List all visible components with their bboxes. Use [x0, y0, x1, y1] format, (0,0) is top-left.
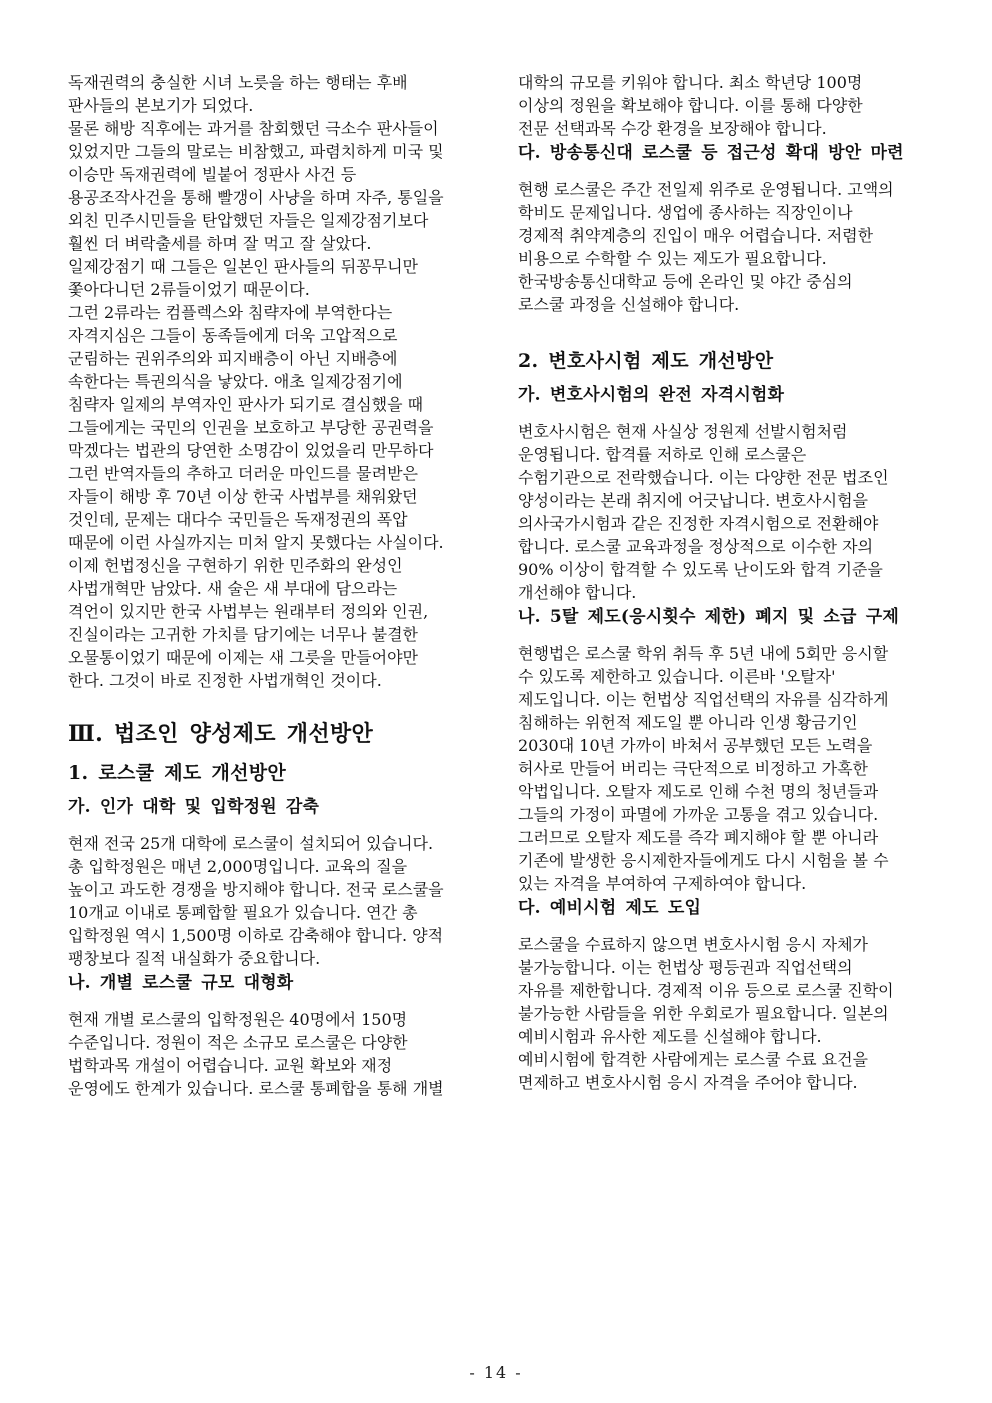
text-line: 속한다는 특권의식을 낳았다. 애초 일제강점기에 [68, 372, 403, 391]
text-line: 운영됩니다. 합격률 저하로 인해 로스쿨은 [518, 445, 807, 464]
left-column [68, 70, 492, 1099]
text-line: 것인데, 문제는 대다수 국민들은 독재정권의 폭압 [68, 510, 408, 529]
text-line: 대학의 규모를 키워야 합니다. 최소 학년당 100명 [518, 73, 863, 92]
text-line: 비용으로 수학할 수 있는 제도가 필요합니다. [518, 249, 827, 268]
text-line: 자유를 제한합니다. 경제적 이유 등으로 로스쿨 진학이 [518, 981, 894, 1000]
text-line: 그런 2류라는 컴플렉스와 침략자에 부역한다는 [68, 303, 393, 322]
text-line: 침략자 일제의 부역자인 판사가 되기로 결심했을 때 [68, 395, 424, 414]
numbered-heading: 2. 변호사시험 제도 개선방안 [518, 350, 774, 372]
text-line: 예비시험과 유사한 제도를 신설해야 합니다. [518, 1027, 822, 1046]
sub-heading: 다. 방송통신대 로스쿨 등 접근성 확대 방안 마련 [518, 143, 904, 163]
text-line: 2030대 10년 가까이 바쳐서 공부했던 모든 노력을 [518, 736, 873, 755]
text-line: 높이고 과도한 경쟁을 방지해야 합니다. 전국 로스쿨을 [68, 880, 444, 899]
paragraph [68, 116, 492, 300]
text-line: 진실이라는 고귀한 가치를 담기에는 너무나 불결한 [68, 625, 419, 644]
text-line: 합니다. 로스쿨 교육과정을 정상적으로 이수한 자의 [518, 537, 874, 556]
text-line: 군림하는 권위주의와 피지배층이 아닌 지배층에 [68, 349, 398, 368]
text-line: 이승만 독재권력에 빌붙어 정판사 사건 등 [68, 165, 357, 184]
text-line: 현재 전국 25개 대학에 로스쿨이 설치되어 있습니다. [68, 834, 434, 853]
text-line: 현재 개별 로스쿨의 입학정원은 40명에서 150명 [68, 1010, 408, 1029]
text-line: 오물통이었기 때문에 이제는 새 그릇을 만들어야만 [68, 648, 419, 667]
text-line: 제도입니다. 이는 헌법상 직업선택의 자유를 심각하게 [518, 690, 889, 709]
text-line: 이제 헌법정신을 구현하기 위한 민주화의 완성인 [68, 556, 403, 575]
paragraph [518, 419, 942, 603]
text-line: 로스쿨을 수료하지 않으면 변호사시험 응시 자체가 [518, 935, 869, 954]
text-line: 침해하는 위헌적 제도일 뿐 아니라 인생 황금기인 [518, 713, 858, 732]
text-line: 용공조작사건을 통해 빨갱이 사냥을 하며 자주, 통일을 [68, 188, 444, 207]
text-line: 훨씬 더 벼락출세를 하며 잘 먹고 잘 살았다. [68, 234, 372, 253]
sub-heading: 나. 5탈 제도(응시횟수 제한) 폐지 및 소급 구제 [518, 607, 900, 627]
text-line: 운영에도 한계가 있습니다. 로스쿨 통폐합을 통해 개별 [68, 1079, 444, 1098]
text-line: 자격지심은 그들이 동족들에게 더욱 고압적으로 [68, 326, 398, 345]
text-line: 경제적 취약계층의 진입이 매우 어렵습니다. 저렴한 [518, 226, 874, 245]
text-line: 판사들의 본보기가 되었다. [68, 96, 254, 115]
text-line: 사법개혁만 남았다. 새 술은 새 부대에 담으라는 [68, 579, 398, 598]
sub-heading: 나. 개별 로스쿨 규모 대형화 [68, 973, 294, 993]
text-line: 변호사시험은 현재 사실상 정원제 선발시험처럼 [518, 422, 848, 441]
sub-heading: 가. 변호사시험의 완전 자격시험화 [518, 385, 785, 405]
text-line: 독재권력의 충실한 시녀 노릇을 하는 행태는 후배 [68, 73, 408, 92]
paragraph [518, 641, 942, 894]
paragraph [518, 70, 942, 139]
paragraph [68, 70, 492, 116]
text-line: 법학과목 개설이 어렵습니다. 교원 확보와 재정 [68, 1056, 393, 1075]
text-line: 그러므로 오탈자 제도를 즉각 폐지해야 할 뿐 아니라 [518, 828, 879, 847]
text-line: 자들이 해방 후 70년 이상 한국 사법부를 채워왔던 [68, 487, 418, 506]
text-line: 물론 해방 직후에는 과거를 참회했던 극소수 판사들이 [68, 119, 439, 138]
text-line: 일제강점기 때 그들은 일본인 판사들의 뒤꽁무니만 [68, 257, 419, 276]
text-line: 한국방송통신대학교 등에 온라인 및 야간 중심의 [518, 272, 853, 291]
text-line: 있는 자격을 부여하여 구제하여야 합니다. [518, 874, 807, 893]
text-line: 면제하고 변호사시험 응시 자격을 주어야 합니다. [518, 1073, 858, 1092]
text-line: 수험기관으로 전락했습니다. 이는 다양한 전문 법조인 [518, 468, 889, 487]
text-line: 쫓아다니던 2류들이었기 때문이다. [68, 280, 310, 299]
paragraph [68, 300, 492, 461]
text-line: 허사로 만들어 버리는 극단적으로 비정하고 가혹한 [518, 759, 869, 778]
section-heading: Ⅲ. 법조인 양성제도 개선방안 [68, 721, 374, 747]
text-line: 수준입니다. 정원이 적은 소규모 로스쿨은 다양한 [68, 1033, 408, 1052]
text-line: 막겠다는 법관의 당연한 소명감이 있었을리 만무하다 [68, 441, 434, 460]
text-line: 한다. 그것이 바로 진정한 사법개혁인 것이다. [68, 671, 382, 690]
text-line: 수 있도록 제한하고 있습니다. 이른바 '오탈자' [518, 667, 836, 686]
text-line: 외친 민주시민들을 탄압했던 자들은 일제강점기보다 [68, 211, 429, 230]
text-line: 불가능한 사람들을 위한 우회로가 필요합니다. 일본의 [518, 1004, 889, 1023]
text-line: 팽창보다 질적 내실화가 중요합니다. [68, 949, 321, 968]
paragraph [68, 461, 492, 553]
paragraph [518, 932, 942, 1093]
right-column [518, 70, 942, 1099]
text-line: 전문 선택과목 수강 환경을 보장해야 합니다. [518, 119, 827, 138]
paragraph [68, 1007, 492, 1099]
text-line: 10개교 이내로 통폐합할 필요가 있습니다. 연간 총 [68, 903, 418, 922]
text-line: 현행 로스쿨은 주간 전일제 위주로 운영됩니다. 고액의 [518, 180, 894, 199]
text-line: 기존에 발생한 응시제한자들에게도 다시 시험을 볼 수 [518, 851, 889, 870]
text-line: 있었지만 그들의 말로는 비참했고, 파렴치하게 미국 및 [68, 142, 444, 161]
sub-heading: 가. 인가 대학 및 입학정원 감축 [68, 797, 320, 817]
text-line: 불가능합니다. 이는 헌법상 평등권과 직업선택의 [518, 958, 853, 977]
text-line: 의사국가시험과 같은 진정한 자격시험으로 전환해야 [518, 514, 879, 533]
text-line: 격언이 있지만 한국 사법부는 원래부터 정의와 인권, [68, 602, 429, 621]
text-line: 때문에 이런 사실까지는 미처 알지 못했다는 사실이다. [68, 533, 444, 552]
text-line: 그런 반역자들의 추하고 더러운 마인드를 물려받은 [68, 464, 419, 483]
text-line: 학비도 문제입니다. 생업에 종사하는 직장인이나 [518, 203, 853, 222]
page-number: - 14 - [469, 1363, 523, 1382]
text-line: 그들의 가정이 파멸에 가까운 고통을 겪고 있습니다. [518, 805, 879, 824]
paragraph [68, 831, 492, 969]
text-line: 현행법은 로스쿨 학위 취득 후 5년 내에 5회만 응시할 [518, 644, 889, 663]
numbered-heading: 1. 로스쿨 제도 개선방안 [68, 762, 287, 784]
text-line: 로스쿨 과정을 신설해야 합니다. [518, 295, 740, 314]
text-line: 입학정원 역시 1,500명 이하로 감축해야 합니다. 양적 [68, 926, 444, 945]
text-line: 예비시험에 합격한 사람에게는 로스쿨 수료 요건을 [518, 1050, 869, 1069]
text-line: 개선해야 합니다. [518, 583, 637, 602]
text-line: 양성이라는 본래 취지에 어긋납니다. 변호사시험을 [518, 491, 869, 510]
text-line: 악법입니다. 오탈자 제도로 인해 수천 명의 청년들과 [518, 782, 879, 801]
text-line: 총 입학정원은 매년 2,000명입니다. 교육의 질을 [68, 857, 408, 876]
text-line: 그들에게는 국민의 인권을 보호하고 부당한 공권력을 [68, 418, 434, 437]
text-line: 이상의 정원을 확보해야 합니다. 이를 통해 다양한 [518, 96, 863, 115]
paragraph [68, 553, 492, 691]
text-line: 90% 이상이 합격할 수 있도록 난이도와 합격 기준을 [518, 560, 883, 579]
paragraph [518, 177, 942, 315]
sub-heading: 다. 예비시험 제도 도입 [518, 898, 702, 918]
